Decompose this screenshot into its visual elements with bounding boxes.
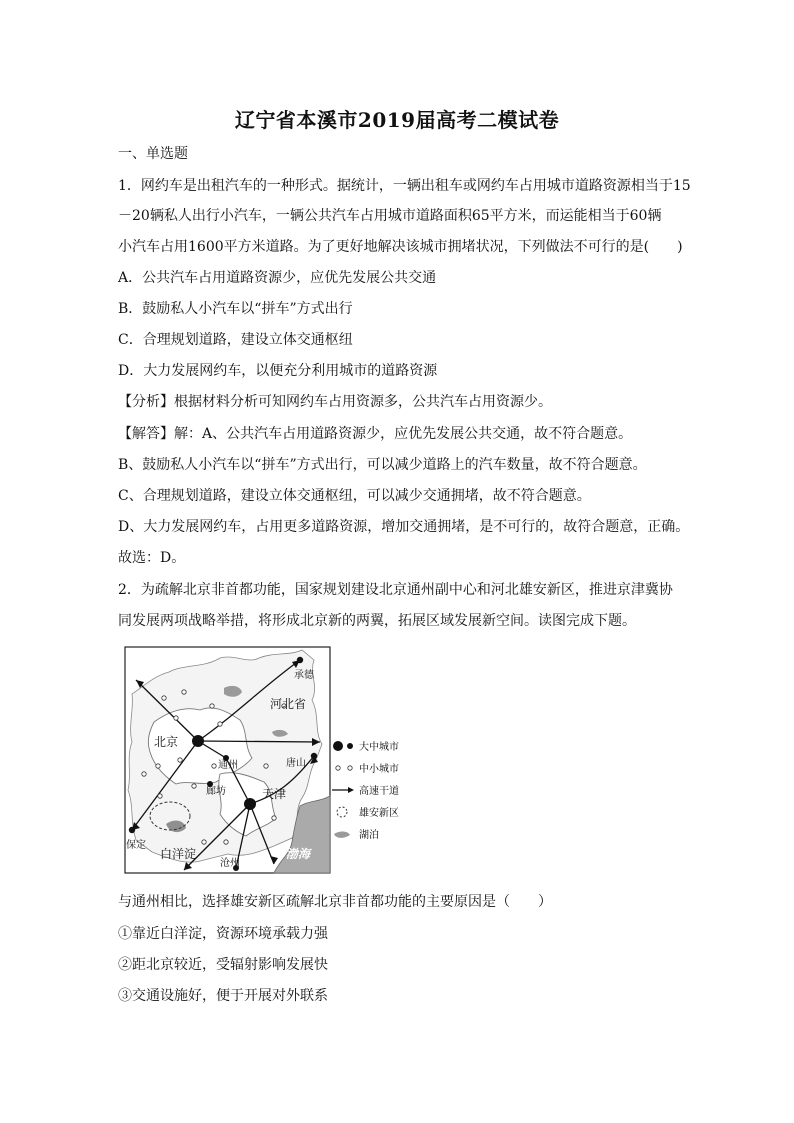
jingjinji-map	[124, 646, 399, 874]
q2-question: 与通州相比，选择雄安新区疏解北京非首都功能的主要原因是（ ）	[118, 894, 552, 910]
legend-xiongan: 雄安新区	[359, 808, 399, 819]
q1-option-a: A．公共汽车占用道路资源少，应优先发展公共交通	[118, 270, 437, 286]
map-label-baoding: 保定	[126, 840, 146, 851]
map-label-chengde: 承德	[294, 670, 314, 681]
legend-expressway: 高速干道	[359, 786, 399, 797]
map-label-cangzhou: 沧州	[220, 858, 240, 869]
q1-stem-line-2: －20辆私人出行小汽车，一辆公共汽车占用城市道路面积65平方米，而运能相当于60辆	[118, 208, 662, 224]
legend-small-cities: 中小城市	[359, 764, 399, 775]
q1-stem-line-1: 1．网约车是出租汽车的一种形式。据统计，一辆出租车或网约车占用城市道路资源相当于15	[118, 178, 691, 194]
q1-solution-line-3: C、合理规划道路，建设立体交通枢纽，可以减少交通拥堵，故不符合题意。	[118, 488, 591, 504]
map-label-tianjin: 天津	[262, 787, 287, 801]
page-title: 辽宁省本溪市2019届高考二模试卷	[234, 108, 560, 132]
q1-option-d: D．大力发展网约车，以便充分利用城市的道路资源	[118, 363, 438, 379]
map-label-tongzhou: 通州	[218, 760, 238, 771]
legend-large-city-symbol	[333, 741, 343, 751]
map-label-hebei: 河北省	[270, 697, 307, 711]
tianjin-city-dot	[244, 798, 256, 810]
map-label-langfang: 廊坊	[206, 786, 226, 797]
beijing-city-dot	[192, 735, 204, 747]
legend-lake-symbol	[334, 831, 350, 837]
legend-xiongan-symbol	[337, 807, 347, 817]
map-label-tangshan: 唐山	[286, 758, 306, 769]
section-heading: 一、单选题	[118, 146, 188, 162]
map-label-baiyangdian: 白洋淀	[160, 847, 197, 861]
q1-solution-line-2: B、鼓励私人小汽车以“拼车”方式出行，可以减少道路上的汽车数量，故不符合题意。	[118, 457, 647, 473]
legend-small-city-symbol	[336, 766, 340, 770]
legend-lake: 湖泊	[359, 830, 379, 841]
q1-answer: 故选：D。	[118, 550, 186, 566]
legend-large-cities: 大中城市	[359, 742, 399, 753]
q1-option-c: C．合理规划道路，建设立体交通枢纽	[118, 332, 353, 348]
q1-option-b: B．鼓励私人小汽车以“拼车”方式出行	[118, 301, 353, 317]
q1-stem-line-3: 小汽车占用1600平方米道路。为了更好地解决该城市拥堵状况，下列做法不可行的是( )	[118, 239, 683, 255]
q2-statement-1: ①靠近白洋淀，资源环境承载力强	[118, 926, 328, 942]
q2-stem-line-1: 2．为疏解北京非首都功能，国家规划建设北京通州副中心和河北雄安新区，推进京津冀协	[118, 582, 673, 598]
q2-stem-line-2: 同发展两项战略举措，将形成北京新的两翼，拓展区域发展新空间。读图完成下题。	[118, 613, 636, 629]
q1-solution-line-1: 【解答】解：A、公共汽车占用道路资源少，应优先发展公共交通，故不符合题意。	[118, 426, 633, 442]
q1-analysis: 【分析】根据材料分析可知网约车占用资源多，公共汽车占用资源少。	[118, 394, 552, 410]
map-label-bohai: 渤海	[286, 847, 311, 861]
q1-solution-line-4: D、大力发展网约车，占用更多道路资源，增加交通拥堵，是不可行的，故符合题意，正确。	[118, 519, 690, 535]
map-legend	[332, 740, 399, 841]
map-label-beijing: 北京	[154, 735, 179, 749]
q2-statement-2: ②距北京较近，受辐射影响发展快	[118, 957, 328, 973]
q2-statement-3: ③交通设施好，便于开展对外联系	[118, 988, 328, 1004]
